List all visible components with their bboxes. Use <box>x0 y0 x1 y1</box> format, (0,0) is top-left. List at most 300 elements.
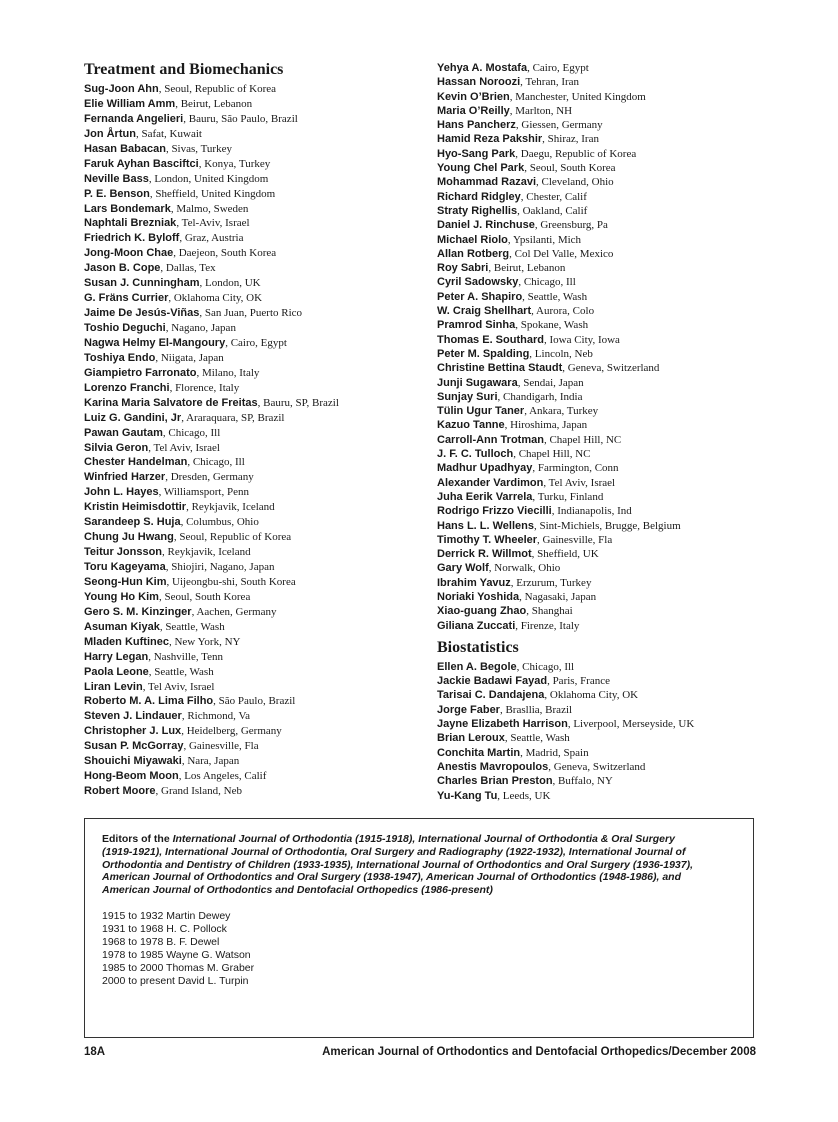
reviewer-name: Silvia Geron <box>84 441 149 454</box>
reviewer-entry <box>437 575 777 589</box>
reviewer-name: Winfried Harzer <box>84 471 166 484</box>
reviewer-entry <box>437 589 777 603</box>
reviewer-entry <box>437 460 777 474</box>
reviewer-location: , London, UK <box>199 277 261 290</box>
reviewer-name: Thomas E. Southard <box>437 333 544 346</box>
reviewer-entry <box>84 753 424 768</box>
reviewer-name: Giampietro Farronato <box>84 366 197 379</box>
reviewer-name: Cyril Sadowsky <box>437 276 519 289</box>
reviewer-entry <box>84 589 424 604</box>
reviewer-location: , Spokane, Wash <box>515 319 589 332</box>
reviewer-entry <box>437 189 777 203</box>
reviewer-name: Roberto M. A. Lima Filho <box>84 695 214 708</box>
reviewer-name: Giliana Zuccati <box>437 619 516 632</box>
reviewer-entry <box>437 74 777 88</box>
reviewer-name: W. Craig Shellhart <box>437 305 532 318</box>
reviewer-entry <box>437 403 777 417</box>
reviewer-location: , Firenze, Italy <box>515 619 580 632</box>
reviewer-location: , Gainesville, Fla <box>537 533 613 546</box>
reviewer-entry <box>437 131 777 145</box>
reviewer-location: , Shiojiri, Nagano, Japan <box>165 561 275 573</box>
reviewer-location: , Farmington, Conn <box>532 462 619 475</box>
reviewer-location: , Dallas, Tex <box>160 262 216 275</box>
editor-term: 1985 to 2000 Thomas M. Graber <box>102 961 255 974</box>
treatment-list-right <box>437 60 777 632</box>
reviewer-entry <box>437 303 777 317</box>
reviewer-location: , San Juan, Puerto Rico <box>199 307 303 320</box>
reviewer-name: Friedrich K. Byloff <box>84 232 180 245</box>
reviewer-name: Mohammad Razavi <box>437 176 537 189</box>
page-number: 18A <box>84 1046 106 1058</box>
biostatistics-list <box>437 659 777 802</box>
reviewer-entry <box>437 546 777 560</box>
reviewer-entry <box>84 529 424 544</box>
reviewer-location: , Beirut, Lebanon <box>175 97 253 110</box>
reviewer-name: Carroll-Ann Trotman <box>437 433 544 446</box>
reviewer-entry <box>437 603 777 617</box>
reviewer-entry <box>437 246 777 260</box>
reviewer-location: , Bauru, São Paulo, Brazil <box>183 112 298 125</box>
reviewer-location: , Turku, Finland <box>532 490 604 503</box>
reviewer-location: , Aurora, Colo <box>531 305 595 318</box>
reviewer-name: Jorge Faber <box>437 703 500 716</box>
reviewer-name: Rodrigo Frizzo Viecilli <box>437 505 552 518</box>
reviewer-location: , Norwalk, Ohio <box>488 562 561 575</box>
reviewer-location: , Geneva, Switzerland <box>548 760 646 773</box>
reviewer-name: Richard Ridgley <box>437 190 521 203</box>
reviewer-entry <box>437 389 777 403</box>
reviewer-entry <box>437 274 777 288</box>
reviewer-entry <box>84 440 424 455</box>
reviewer-name: Toshio Deguchi <box>84 322 166 334</box>
reviewer-name: Maria O’Reilly <box>437 104 510 117</box>
reviewer-location: , Cairo, Egypt <box>527 62 589 74</box>
reviewer-name: Hans Pancherz <box>437 119 516 132</box>
reviewer-location: , Florence, Italy <box>169 381 240 394</box>
reviewer-location: , Daejeon, South Korea <box>173 247 277 260</box>
reviewer-location: , Chapel Hill, NC <box>543 433 622 446</box>
reviewer-name: Jason B. Cope <box>84 262 161 275</box>
reviewer-name: Christine Bettina Staudt <box>437 362 563 375</box>
reviewer-name: Susan P. McGorray <box>84 740 184 753</box>
reviewer-name: Charles Brian Preston <box>437 775 553 788</box>
reviewer-name: Susan J. Cunningham <box>84 277 200 290</box>
editors-box <box>84 818 754 1038</box>
reviewer-entry <box>84 171 424 186</box>
reviewer-entry <box>84 245 424 260</box>
reviewer-location: , Greensburg, Pa <box>534 219 608 232</box>
reviewer-location: , Madrid, Spain <box>520 746 589 759</box>
reviewer-location: , Lincoln, Neb <box>529 347 593 360</box>
reviewer-entry <box>437 702 777 716</box>
reviewer-location: , Heidelberg, Germany <box>181 725 282 738</box>
reviewer-name: Daniel J. Rinchuse <box>437 219 535 232</box>
reviewer-location: , Leeds, UK <box>497 789 551 802</box>
reviewer-name: Robert Moore <box>84 785 156 798</box>
journal-citation: American Journal of Orthodontics and Dentofacial Orthopedics/December 2008 <box>322 1046 756 1058</box>
reviewer-location: , Sendai, Japan <box>517 376 584 389</box>
reviewer-entry <box>437 475 777 489</box>
reviewer-name: Pramrod Sinha <box>437 319 516 332</box>
reviewer-name: Fernanda Angelieri <box>84 112 184 125</box>
reviewer-name: Seong-Hun Kim <box>84 575 167 588</box>
reviewer-name: Kevin O’Brien <box>437 90 510 103</box>
reviewer-location: , Tel Aviv, Israel <box>543 476 616 489</box>
reviewer-entry <box>84 395 424 410</box>
reviewer-entry <box>84 679 424 694</box>
reviewer-entry <box>437 659 777 673</box>
editors-heading-journals: International Journal of Orthodontia (1915-1918), International Journal of Orthodontia & Oral Surgery (1919-1921), International Journal of Orthodontia, Oral Surgery and Radiography (1922-1932), International Journal of Orthodontia and Dentistry of Children (1933-1935), International Journal of Orthodontics and Oral Surgery (1936-1937), American Journal of Orthodontics and Oral Surgery (1938-1947), American Journal of Orthodontics (1948-1986), and American Journal of Orthodontics and Dentofacial Orthopedics (1986-present) <box>102 833 694 897</box>
reviewer-entry <box>437 203 777 217</box>
reviewer-location: , Buffalo, NY <box>552 775 613 788</box>
reviewer-entry <box>437 289 777 303</box>
reviewer-name: Chung Ju Hwang <box>84 531 174 544</box>
reviewer-entry <box>437 788 777 802</box>
reviewer-entry <box>84 305 424 320</box>
reviewer-name: Tarisai C. Dandajena <box>437 689 545 702</box>
reviewer-entry <box>437 217 777 231</box>
editor-term: 1968 to 1978 B. F. Dewel <box>102 935 220 948</box>
reviewer-entry <box>84 783 424 798</box>
reviewer-location: , Seattle, Wash <box>148 665 214 678</box>
reviewer-location: , Los Angeles, Calif <box>178 770 267 783</box>
reviewer-entry <box>84 559 424 574</box>
reviewer-entry <box>437 160 777 174</box>
editors-heading <box>102 833 702 897</box>
reviewer-location: , Reykjavik, Iceland <box>162 546 251 559</box>
reviewer-name: Liran Levin <box>84 680 143 693</box>
reviewer-name: Paola Leone <box>84 665 149 678</box>
reviewer-entry <box>84 126 424 141</box>
reviewer-entry <box>84 215 424 230</box>
reviewer-entry <box>437 673 777 687</box>
reviewer-entry <box>84 604 424 619</box>
reviewer-location: , Geneva, Switzerland <box>562 362 660 375</box>
reviewer-entry <box>84 723 424 738</box>
reviewer-name: Chester Handelman <box>84 456 188 469</box>
reviewer-name: Asuman Kiyak <box>84 620 160 633</box>
left-column <box>84 60 424 798</box>
reviewer-entry <box>84 499 424 514</box>
reviewer-location: , Oklahoma City, OK <box>544 689 639 702</box>
reviewer-name: Jaime De Jesús-Viñas <box>84 307 200 320</box>
reviewer-entry <box>84 469 424 484</box>
reviewer-name: Derrick R. Willmot <box>437 548 532 561</box>
reviewer-entry <box>437 518 777 532</box>
reviewer-entry <box>84 230 424 245</box>
reviewer-name: Hassan Noroozi <box>437 76 521 89</box>
reviewer-location: , Giessen, Germany <box>515 119 603 132</box>
reviewer-name: Hasan Babacan <box>84 142 166 155</box>
reviewer-name: Jong-Moon Chae <box>84 247 174 260</box>
reviewer-location: , Nagasaki, Japan <box>519 590 597 603</box>
reviewer-name: Pawan Gautam <box>84 426 163 439</box>
reviewer-location: , Oakland, Calif <box>517 204 588 217</box>
reviewer-name: Allan Rotberg <box>437 247 510 260</box>
reviewer-location: , Seoul, Republic of Korea <box>173 531 292 544</box>
reviewer-name: Gary Wolf <box>437 562 489 575</box>
reviewer-entry <box>84 425 424 440</box>
reviewer-entry <box>84 634 424 649</box>
reviewer-entry <box>437 503 777 517</box>
reviewer-entry <box>84 619 424 634</box>
reviewer-name: Jayne Elizabeth Harrison <box>437 718 568 731</box>
reviewer-name: Kristin Heimisdottir <box>84 501 187 514</box>
reviewer-name: Peter A. Shapiro <box>437 290 523 303</box>
reviewer-entry <box>84 664 424 679</box>
reviewer-entry <box>437 360 777 374</box>
reviewer-location: , Brasllia, Brazil <box>499 703 573 716</box>
reviewer-name: Yu-Kang Tu <box>437 789 498 802</box>
reviewer-name: Sug-Joon Ahn <box>84 83 159 95</box>
reviewer-name: Gero S. M. Kinzinger <box>84 605 192 618</box>
right-column <box>437 60 777 802</box>
reviewer-location: , Paris, France <box>547 675 610 688</box>
reviewer-location: , Gainesville, Fla <box>183 740 259 753</box>
reviewer-name: Toshiya Endo <box>84 351 156 364</box>
reviewer-name: Hans L. L. Wellens <box>437 519 534 532</box>
reviewer-entry <box>437 618 777 632</box>
reviewer-location: , Sint-Michiels, Brugge, Belgium <box>534 519 681 532</box>
reviewer-location: , Tehran, Iran <box>520 76 580 89</box>
reviewer-name: Faruk Ayhan Basciftci <box>84 157 199 170</box>
reviewer-entry <box>437 532 777 546</box>
reviewer-entry <box>437 89 777 103</box>
reviewer-entry <box>84 335 424 350</box>
reviewer-name: Nagwa Helmy El-Mangoury <box>84 336 226 349</box>
reviewer-entry <box>437 317 777 331</box>
reviewer-location: , Graz, Austria <box>179 232 244 245</box>
reviewer-location: , Nagano, Japan <box>165 322 236 334</box>
reviewer-entry <box>437 687 777 701</box>
reviewer-entry <box>84 649 424 664</box>
reviewer-name: Shouichi Miyawaki <box>84 755 182 768</box>
reviewer-name: Hong-Beom Moon <box>84 770 179 783</box>
reviewer-name: Karina Maria Salvatore de Freitas <box>84 396 258 409</box>
reviewer-entry <box>84 201 424 216</box>
reviewer-location: , Chicago, Ill <box>162 426 221 439</box>
treatment-list-left <box>84 81 424 798</box>
reviewer-location: , Seoul, South Korea <box>158 590 251 603</box>
reviewer-location: , Sheffield, UK <box>531 548 599 561</box>
reviewer-location: , Seattle, Wash <box>159 620 225 633</box>
reviewer-location: , Milano, Italy <box>196 366 260 379</box>
reviewer-entry <box>437 332 777 346</box>
reviewer-entry <box>437 417 777 431</box>
reviewer-name: Hamid Reza Pakshir <box>437 133 543 146</box>
reviewer-entry <box>84 186 424 201</box>
reviewer-entry <box>84 514 424 529</box>
reviewer-name: Ellen A. Begole <box>437 660 517 673</box>
reviewer-name: J. F. C. Tulloch <box>437 448 514 461</box>
reviewer-name: Noriaki Yoshida <box>437 590 520 603</box>
reviewer-entry <box>437 560 777 574</box>
page-footer <box>84 1046 756 1062</box>
reviewer-location: , Chicago, Ill <box>187 456 245 469</box>
reviewer-name: Straty Righellis <box>437 204 518 217</box>
reviewer-entry <box>84 708 424 723</box>
reviewer-name: Steven J. Lindauer <box>84 710 182 723</box>
reviewer-location: , Williamsport, Penn <box>158 486 249 499</box>
editor-term: 1931 to 1968 H. C. Pollock <box>102 922 227 935</box>
reviewer-location: , Safat, Kuwait <box>135 127 202 140</box>
editor-term: 1978 to 1985 Wayne G. Watson <box>102 948 251 961</box>
reviewer-name: Sunjay Suri <box>437 390 498 403</box>
reviewer-location: , Araraquara, SP, Brazil <box>181 411 285 424</box>
reviewer-location: , Uijeongbu-shi, South Korea <box>166 575 296 588</box>
reviewer-location: , Ypsilanti, Mich <box>507 233 582 246</box>
reviewer-name: John L. Hayes <box>84 486 159 499</box>
reviewer-location: , Daegu, Republic of Korea <box>515 147 637 160</box>
reviewer-entry <box>437 759 777 773</box>
reviewer-entry <box>437 60 777 74</box>
reviewer-entry <box>84 768 424 783</box>
reviewer-entry <box>84 410 424 425</box>
reviewer-name: Jackie Badawi Fayad <box>437 675 548 688</box>
reviewer-name: P. E. Benson <box>84 187 150 200</box>
reviewer-name: Hyo-Sang Park <box>437 147 516 160</box>
reviewer-name: Conchita Martin <box>437 746 521 759</box>
reviewer-location: , São Paulo, Brazil <box>213 695 296 708</box>
reviewer-location: , Malmo, Sweden <box>170 202 249 215</box>
reviewer-location: , Nashville, Tenn <box>148 650 223 663</box>
reviewer-location: , Liverpool, Merseyside, UK <box>567 718 695 731</box>
reviewer-location: , Konya, Turkey <box>198 157 271 170</box>
reviewer-name: Juha Eerik Varrela <box>437 490 533 503</box>
reviewer-entry <box>437 716 777 730</box>
reviewer-name: Kazuo Tanne <box>437 419 505 432</box>
reviewer-location: , Chester, Calif <box>520 190 587 203</box>
reviewer-location: , Indianapolis, Ind <box>551 505 632 518</box>
reviewer-entry <box>437 446 777 460</box>
reviewer-location: , Seattle, Wash <box>522 290 588 303</box>
reviewer-entry <box>84 380 424 395</box>
reviewer-entry <box>437 375 777 389</box>
reviewer-entry <box>84 111 424 126</box>
reviewer-location: , Tel-Aviv, Israel <box>176 217 250 230</box>
reviewer-location: , Seattle, Wash <box>504 732 570 745</box>
reviewer-entry <box>437 346 777 360</box>
reviewer-location: , Col Del Valle, Mexico <box>509 247 614 260</box>
reviewer-location: , Marlton, NH <box>509 104 573 117</box>
reviewer-name: Brian Leroux <box>437 732 505 745</box>
reviewer-entry <box>84 738 424 753</box>
reviewer-name: Teitur Jonsson <box>84 546 163 559</box>
reviewer-name: Timothy T. Wheeler <box>437 533 538 546</box>
reviewer-entry <box>84 484 424 499</box>
reviewer-name: Mladen Kuftinec <box>84 635 169 648</box>
reviewer-name: Alexander Vardimon <box>437 476 544 489</box>
reviewer-entry <box>437 432 777 446</box>
reviewer-location: , Iowa City, Iowa <box>543 333 620 346</box>
reviewer-location: , Shanghai <box>526 605 573 618</box>
reviewer-name: Anestis Mavropoulos <box>437 760 549 773</box>
reviewer-name: Michael Riolo <box>437 233 508 246</box>
treatment-section-title: Treatment and Biomechanics <box>84 61 284 78</box>
reviewer-name: Roy Sabri <box>437 262 489 275</box>
reviewer-location: , New York, NY <box>168 635 241 648</box>
reviewer-entry <box>437 117 777 131</box>
reviewer-entry <box>437 103 777 117</box>
reviewer-location: , Tel Aviv, Israel <box>148 441 220 454</box>
reviewer-location: , Shiraz, Iran <box>542 133 599 146</box>
reviewer-location: , Chicago, Ill <box>518 276 576 289</box>
reviewer-location: , Seoul, Republic of Korea <box>158 83 277 95</box>
reviewer-name: Tülin Ugur Taner <box>437 405 525 418</box>
reviewer-location: , London, United Kingdom <box>148 172 269 185</box>
reviewer-entry <box>84 574 424 589</box>
reviewer-name: Xiao-guang Zhao <box>437 605 527 618</box>
reviewer-location: , Dresden, Germany <box>165 471 254 484</box>
reviewer-name: Naphtali Brezniak <box>84 217 177 230</box>
reviewer-entry <box>84 156 424 171</box>
reviewer-entry <box>84 454 424 469</box>
editors-history <box>102 910 702 988</box>
reviewer-name: Harry Legan <box>84 650 149 663</box>
reviewer-location: , Manchester, United Kingdom <box>509 90 646 103</box>
reviewer-name: Elie William Amm <box>84 97 176 110</box>
reviewer-entry <box>84 260 424 275</box>
reviewer-entry <box>437 730 777 744</box>
reviewer-name: Young Ho Kim <box>84 590 159 603</box>
reviewer-location: , Aachen, Germany <box>191 605 277 618</box>
reviewer-entry <box>84 81 424 96</box>
reviewer-name: Peter M. Spalding <box>437 347 530 360</box>
reviewer-name: Madhur Upadhyay <box>437 462 533 475</box>
reviewer-name: Lars Bondemark <box>84 202 171 215</box>
reviewer-name: Ibrahim Yavuz <box>437 576 511 589</box>
reviewer-name: Young Chel Park <box>437 162 525 175</box>
reviewer-location: , Bauru, SP, Brazil <box>257 396 339 409</box>
reviewer-entry <box>437 773 777 787</box>
reviewer-entry <box>84 365 424 380</box>
reviewer-entry <box>437 489 777 503</box>
reviewer-location: , Grand Island, Neb <box>155 785 242 798</box>
reviewer-entry <box>84 96 424 111</box>
reviewer-location: , Sivas, Turkey <box>165 142 232 155</box>
reviewer-entry <box>84 544 424 559</box>
reviewer-entry <box>84 350 424 365</box>
reviewer-location: , Cairo, Egypt <box>225 336 287 349</box>
reviewer-location: , Erzurum, Turkey <box>510 576 592 589</box>
reviewer-location: , Hiroshima, Japan <box>504 419 588 432</box>
editors-heading-prefix: Editors of the <box>102 833 173 845</box>
reviewer-location: , Niigata, Japan <box>155 351 224 364</box>
reviewer-name: Lorenzo Franchi <box>84 381 170 394</box>
reviewer-location: , Seoul, South Korea <box>524 162 616 175</box>
reviewer-entry <box>84 693 424 708</box>
reviewer-location: , Beirut, Lebanon <box>488 262 566 275</box>
reviewer-entry <box>437 146 777 160</box>
reviewer-location: , Oklahoma City, OK <box>168 292 263 305</box>
reviewer-name: Neville Bass <box>84 172 149 185</box>
reviewer-name: Yehya A. Mostafa <box>437 62 528 74</box>
reviewer-location: , Reykjavik, Iceland <box>186 501 275 514</box>
reviewer-entry <box>437 232 777 246</box>
reviewer-entry <box>84 290 424 305</box>
reviewer-name: Junji Sugawara <box>437 376 518 389</box>
reviewer-entry <box>84 320 424 335</box>
reviewer-name: G. Fräns Currier <box>84 292 169 305</box>
reviewer-location: , Tel Aviv, Israel <box>142 680 215 693</box>
reviewer-entry <box>84 275 424 290</box>
editor-term: 1915 to 1932 Martin Dewey <box>102 909 231 922</box>
reviewer-location: , Richmond, Va <box>181 710 251 723</box>
reviewer-location: , Nara, Japan <box>181 755 240 768</box>
reviewer-name: Jon Årtun <box>84 127 136 140</box>
reviewer-location: , Chicago, Ill <box>516 660 575 673</box>
reviewer-entry <box>84 141 424 156</box>
